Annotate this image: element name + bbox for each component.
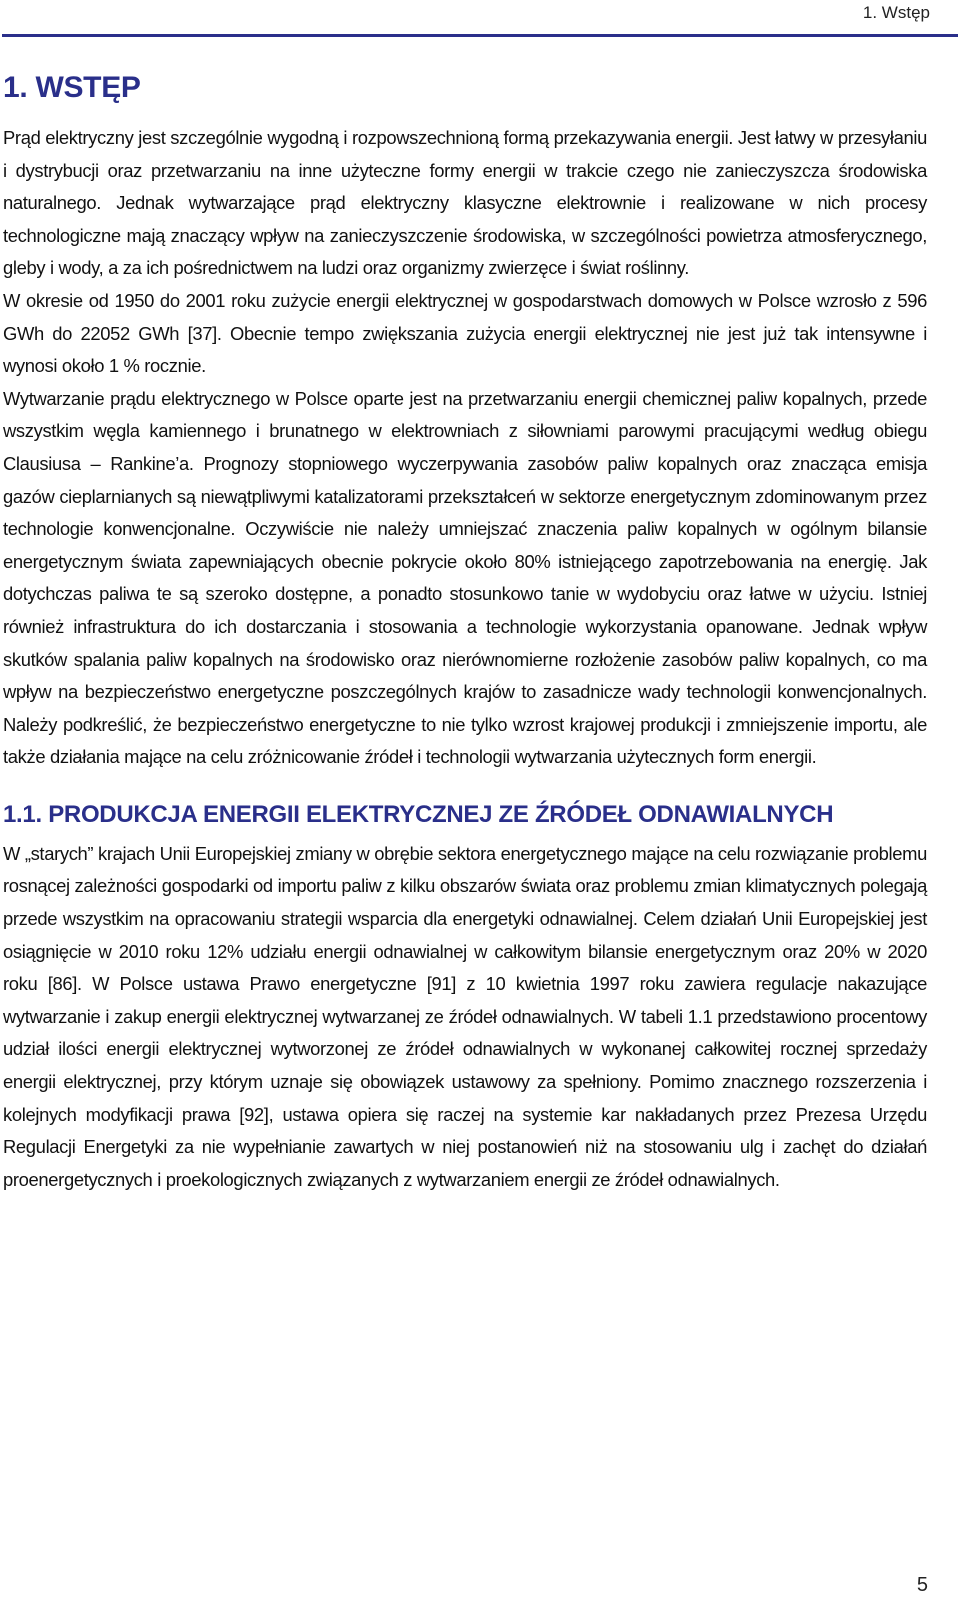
document-body [3,68,927,1196]
header-rule [2,34,958,37]
paragraph-renewables: W „starych” krajach Unii Europejskiej zmiany w obrębie sektora energetycznego mające na celu rozwiązanie problemu rosnącej zależności gospodarki od importu paliw z kilku obszarów świata oraz problemu zmian klimatycznych polegają przede wszystkim na opracowaniu strategii wsparcia dla energetyki odnawialnej. Celem działań Unii Europejskiej jest osiągnięcie w 2010 roku 12% udziału energii odnawialnej w całkowitym bilansie energetycznym oraz 20% w 2020 roku [86]. W Polsce ustawa Prawo energetyczne [91] z 10 kwietnia 1997 roku zawiera regulacje nakazujące wytwarzanie i zakup energii elektrycznej wytwarzanej ze źródeł odnawialnych. W tabeli 1.1 przedstawiono procentowy udział ilości energii elektrycznej wytworzonej ze źródeł odnawialnych w wykonanej całkowitej rocznej sprzedaży energii elektrycznej, przy którym uznaje się obowiązek ustawowy za spełniony. Pomimo znacznego rozszerzenia i kolejnych modyfikacji prawa [92], ustawa opiera się raczej na systemie kar nakładanych przez Prezesa Urzędu Regulacji Energetyki za nie wypełnianie zawartych w niej postanowień niż na stosowaniu ulg i zachęt do działań proenergetycznych i proekologicznych związanych z wytwarzaniem energii ze źródeł odnawialnych. [3,842,927,1190]
chapter-title: 1. WSTĘP [3,71,141,104]
page-header [0,0,960,36]
paragraph-generation: Wytwarzanie prądu elektrycznego w Polsce oparte jest na przetwarzaniu energii chemicznej paliw kopalnych, przede wszystkim węgla kamiennego i brunatnego w elektrowniach z siłowniami parowymi pracującymi według obiegu Clausiusa – Rankine’a. Prognozy stopniowego wyczerpywania zasobów paliw kopalnych oraz znacząca emisja gazów cieplarnianych są niewątpliwymi katalizatorami przekształceń w sektorze energetycznym zdominowanym przez technologie konwencjonalne. Oczywiście nie należy umniejszać znaczenia paliw kopalnych w ogólnym bilansie energetycznym świata zapewniających obecnie pokrycie około 80% istniejącego zapotrzebowania na energię. Jak dotychczas paliwa te są szeroko dostępne, a ponadto stosunkowo tanie w wydobyciu oraz łatwe w użyciu. Istniej również infrastruktura do ich dostarczania i stosowania a technologie wykorzystania opanowane. Jednak wpływ skutków spalania paliw kopalnych na środowisko oraz nierównomierne rozłożenie zasobów paliw kopalnych, co ma wpływ na bezpieczeństwo energetyczne poszczególnych krajów to zasadnicze wady technologii konwencjonalnych. Należy podkreślić, że bezpieczeństwo energetyczne to nie tylko wzrost krajowej produkcji i zmniejszenie importu, ale także działania mające na celu zróżnicowanie źródeł i technologii wytwarzania użytecznych form energii. [3,387,927,768]
paragraph-consumption: W okresie od 1950 do 2001 roku zużycie energii elektrycznej w gospodarstwach domowych w Polsce wzrosło z 596 GWh do 22052 GWh [37]. Obecnie tempo zwiększania zużycia energii elektrycznej nie jest już tak intensywne i wynosi około 1 % rocznie. [3,289,927,377]
running-head: 1. Wstęp [862,3,930,22]
section-title: 1.1. PRODUKCJA ENERGII ELEKTRYCZNEJ ZE ŹRÓDEŁ ODNAWIALNYCH [3,800,834,828]
paragraph-intro: Prąd elektryczny jest szczególnie wygodną i rozpowszechnioną formą przekazywania energii. Jest łatwy w przesyłaniu i dystrybucji oraz przetwarzaniu na inne użyteczne formy energii w trakcie czego nie zanieczyszcza środowiska naturalnego. Jednak wytwarzające prąd elektryczny klasyczne elektrownie i realizowane w nich procesy technologiczne mają znaczący wpływ na zanieczyszczenie środowiska, w szczególności powietrza atmosferycznego, gleby i wody, a za ich pośrednictwem na ludzi oraz organizmy zwierzęce i świat roślinny. [3,127,927,279]
page-number: 5 [916,1574,928,1596]
